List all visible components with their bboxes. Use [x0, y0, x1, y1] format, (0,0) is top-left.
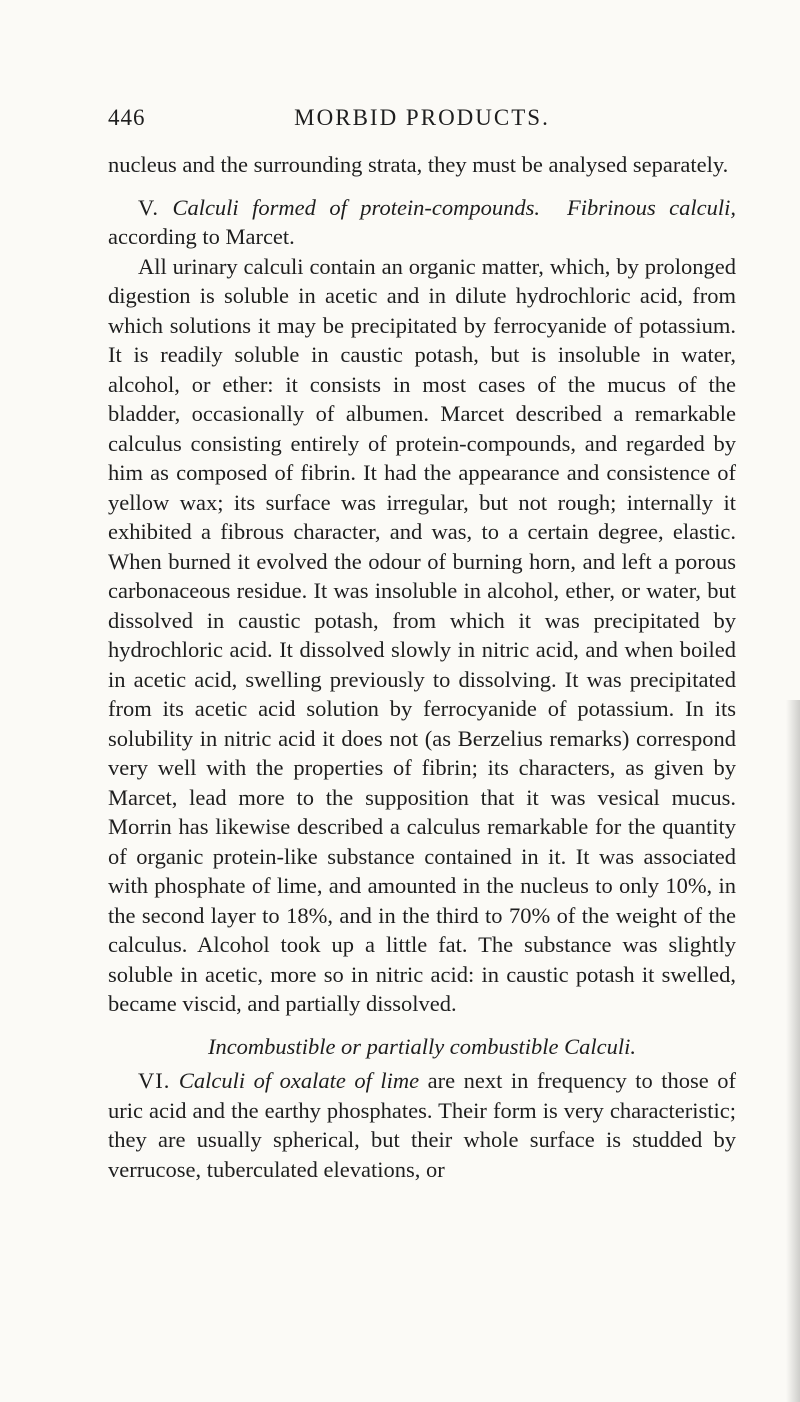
section-vi-numeral: VI. — [138, 1068, 171, 1093]
paragraph-fibrinous-text: All urinary calculi contain an organic matter, which, by prolonged digestion is soluble in acetic and in dilute hydrochloric acid, from which solutions it may be precipitated by ferrocyanide of potassium. It is readily soluble in caustic potash, but is insoluble in water, alcohol, or ether: it consists in most cases of the mucus of the bladder, occasionally of albumen. Marcet described a remarkable calculus consisting entirely of protein-compounds, and regarded by him as composed of fibrin. It had the appearance and consistence of yellow wax; its surface was irregular, but not rough; internally it exhibited a fibrous character, and was, to a certain degree, elastic. When burned it evolved the odour of burning horn, and left a porous carbonaceous residue. It was insoluble in alcohol, ether, or water, but dissolved in caustic potash, from which it was precipitated by hydrochloric acid. It dissolved slowly in nitric acid, and when boiled in acetic acid, swelling previously to dissolving. It was precipitated from its acetic acid solution by ferrocyanide of potassium. In its solubility in nitric acid it does not (as Berzelius remarks) correspond very well with the properties of fibrin; its characters, as given by Marcet, lead more to the supposition that it was vesical mucus. Morrin has likewise described a calculus remarkable for the quantity of organic protein-like substance contained in it. It was associated with phosphate of lime, and amounted in the nucleus to only — [108, 253, 736, 898]
section-v-numeral: V. — [138, 194, 159, 220]
section-v-rest: according to Marcet. — [108, 224, 295, 249]
paragraph-mid-2: and in the third to — [332, 902, 509, 928]
section-vi-rest: are next in frequency to those of uric acid and the earthy phosphates. Their form is very characteristic; they are usually spherical, but their whole surface is studded by verrucose, tuberculated elevations, or — [108, 1068, 737, 1182]
section-v-title: Calculi formed of protein-compounds. — [172, 194, 541, 220]
percent-nucleus: 10%, — [665, 873, 713, 898]
section-vi-title: Calculi of oxalate of lime — [178, 1068, 420, 1093]
paragraph-fibrinous-end: of the weight of the calculus. Alcohol took up a little fat. The substance was slightly soluble in acetic, more so in nitric acid: in caustic potash it swelled, became viscid, and partially dissolved. — [108, 902, 737, 1016]
page-edge-shadow — [786, 700, 800, 1402]
page-body — [108, 150, 736, 1184]
section-v-subtitle: Fibrinous calculi, — [566, 194, 737, 220]
percent-third-layer: 70% — [508, 902, 551, 928]
page-header — [108, 105, 736, 141]
section-vi-paragraph — [108, 1066, 736, 1184]
page-number: 446 — [108, 105, 146, 130]
running-title: MORBID PRODUCTS. — [294, 105, 550, 130]
section-v-heading — [108, 193, 736, 252]
percent-second-layer: 18%, — [286, 902, 333, 928]
paragraph-continuation: nucleus and the surrounding strata, they must be analysed separately. — [108, 152, 729, 177]
subheading-incombustible: Incombustible or partially combustible Calculi. — [207, 1033, 637, 1059]
paragraph-fibrinous-calculi — [108, 252, 736, 1019]
paragraph-mid-1: in the second layer to — [108, 873, 736, 928]
